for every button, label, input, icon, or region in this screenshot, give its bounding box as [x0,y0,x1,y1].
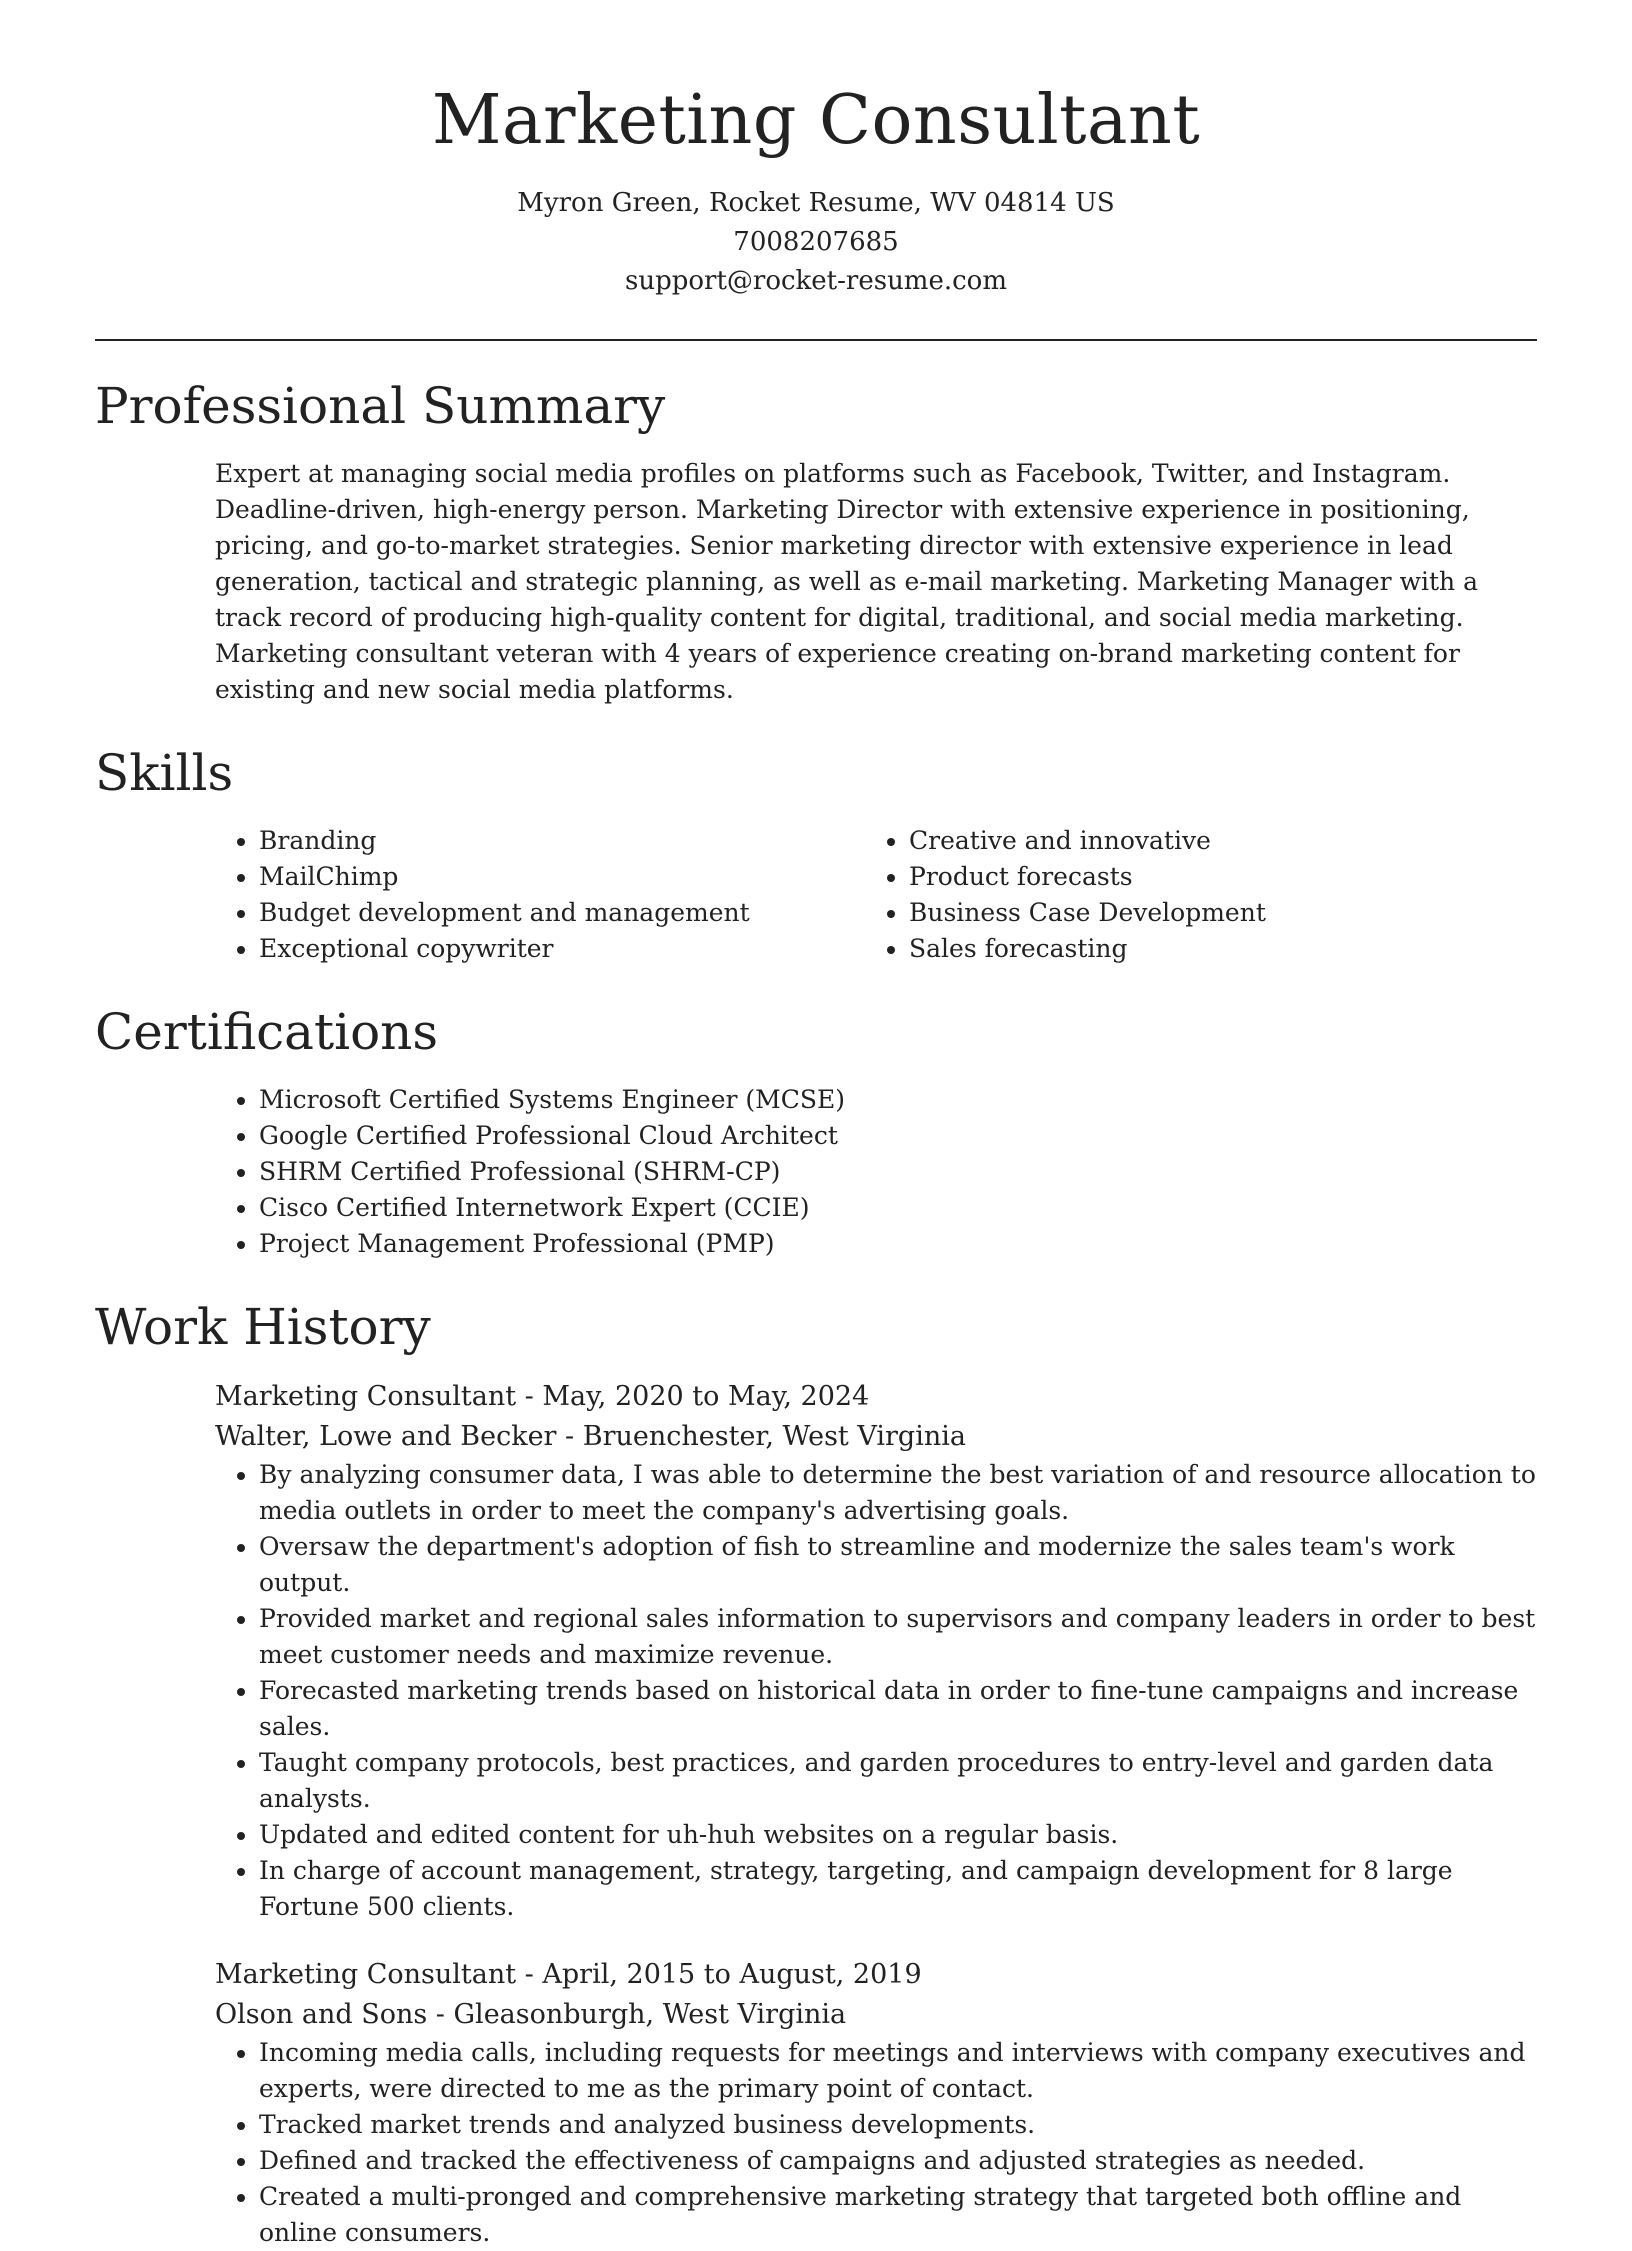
skill-item: • Sales forecasting [909,931,1515,967]
skill-item: • Product forecasts [909,859,1515,895]
skill-item: • Creative and innovative [909,823,1515,859]
skill-item: • Branding [259,823,865,859]
skill-item: • Business Case Development [909,895,1515,931]
certification-item: • Microsoft Certified Systems Engineer (MCSE) [259,1082,1537,1118]
job-entry [215,1955,1537,2251]
header-divider [95,339,1537,341]
job-bullet: • Forecasted marketing trends based on historical data in order to fine-tune campaigns and increase sales. [259,1673,1537,1745]
skills-column-right [865,823,1515,967]
skill-item: • Budget development and management [259,895,865,931]
job-bullet: • Defined and tracked the effectiveness of campaigns and adjusted strategies as needed. [259,2143,1537,2179]
job-bullet: • Taught company protocols, best practices, and garden procedures to entry-level and garden data analysts. [259,1745,1537,1817]
resume-title: Marketing Consultant [431,81,1201,160]
certifications-list [215,1082,1537,1262]
job-bullet: • In charge of account management, strategy, targeting, and campaign development for 8 large Fortune 500 clients. [259,1853,1537,1925]
certification-item: • Google Certified Professional Cloud Architect [259,1118,1537,1154]
summary-text: Expert at managing social media profiles on platforms such as Facebook, Twitter, and Instagram. Deadline-driven, high-energy person. Marketing Director with extensive experience in positioning, pricing, and go-to-market strategies. Senior marketing director with extensive experience in lead generation, tactical and strategic planning, as well as e-mail marketing. Marketing Manager with a track record of producing high-quality content for digital, traditional, and social media marketing. Marketing consultant veteran with 4 years of experience creating on-brand marketing content for existing and new social media platforms. [215,458,1478,704]
job-bullet: • By analyzing consumer data, I was able to determine the best variation of and resource allocation to media outlets in order to meet the company's advertising goals. [259,1457,1537,1529]
job-title-dates: Marketing Consultant - May, 2020 to May, 2024 [215,1380,870,1412]
job-bullet: • Tracked market trends and analyzed business developments. [259,2107,1537,2143]
skill-item: • Exceptional copywriter [259,931,865,967]
job-bullet: • Oversaw the department's adoption of fish to streamline and modernize the sales team's work output. [259,1529,1537,1601]
certifications-heading: Certifications [95,1002,439,1061]
job-bullets [215,2035,1537,2251]
summary-heading: Professional Summary [95,376,666,435]
skill-item: • MailChimp [259,859,865,895]
contact-address: Myron Green, Rocket Resume, WV 04814 US [517,187,1115,218]
certification-item: • Project Management Professional (PMP) [259,1226,1537,1262]
job-bullet: • Created a multi-pronged and comprehensive marketing strategy that targeted both offline and online consumers. [259,2179,1537,2251]
job-bullets [215,1457,1537,1925]
skills-list [215,823,1537,967]
certification-item: • SHRM Certified Professional (SHRM-CP) [259,1154,1537,1190]
job-company-location: Walter, Lowe and Becker - Bruenchester, West Virginia [215,1420,966,1452]
job-entry [215,1377,1537,1925]
job-bullet: • Provided market and regional sales information to supervisors and company leaders in order to best meet customer needs and maximize revenue. [259,1601,1537,1673]
work-history-heading: Work History [95,1297,431,1356]
skills-column-left [215,823,865,967]
contact-phone: 7008207685 [733,226,899,257]
job-bullet: • Updated and edited content for uh-huh websites on a regular basis. [259,1817,1537,1853]
resume-header [95,0,1537,301]
job-bullet: • Incoming media calls, including requests for meetings and interviews with company executives and experts, were directed to me as the primary point of contact. [259,2035,1537,2107]
job-company-location: Olson and Sons - Gleasonburgh, West Virginia [215,1998,847,2030]
contact-email: support@rocket-resume.com [624,265,1007,296]
certification-item: • Cisco Certified Internetwork Expert (CCIE) [259,1190,1537,1226]
skills-heading: Skills [95,743,234,802]
contact-block [95,184,1537,301]
job-title-dates: Marketing Consultant - April, 2015 to August, 2019 [215,1958,922,1990]
